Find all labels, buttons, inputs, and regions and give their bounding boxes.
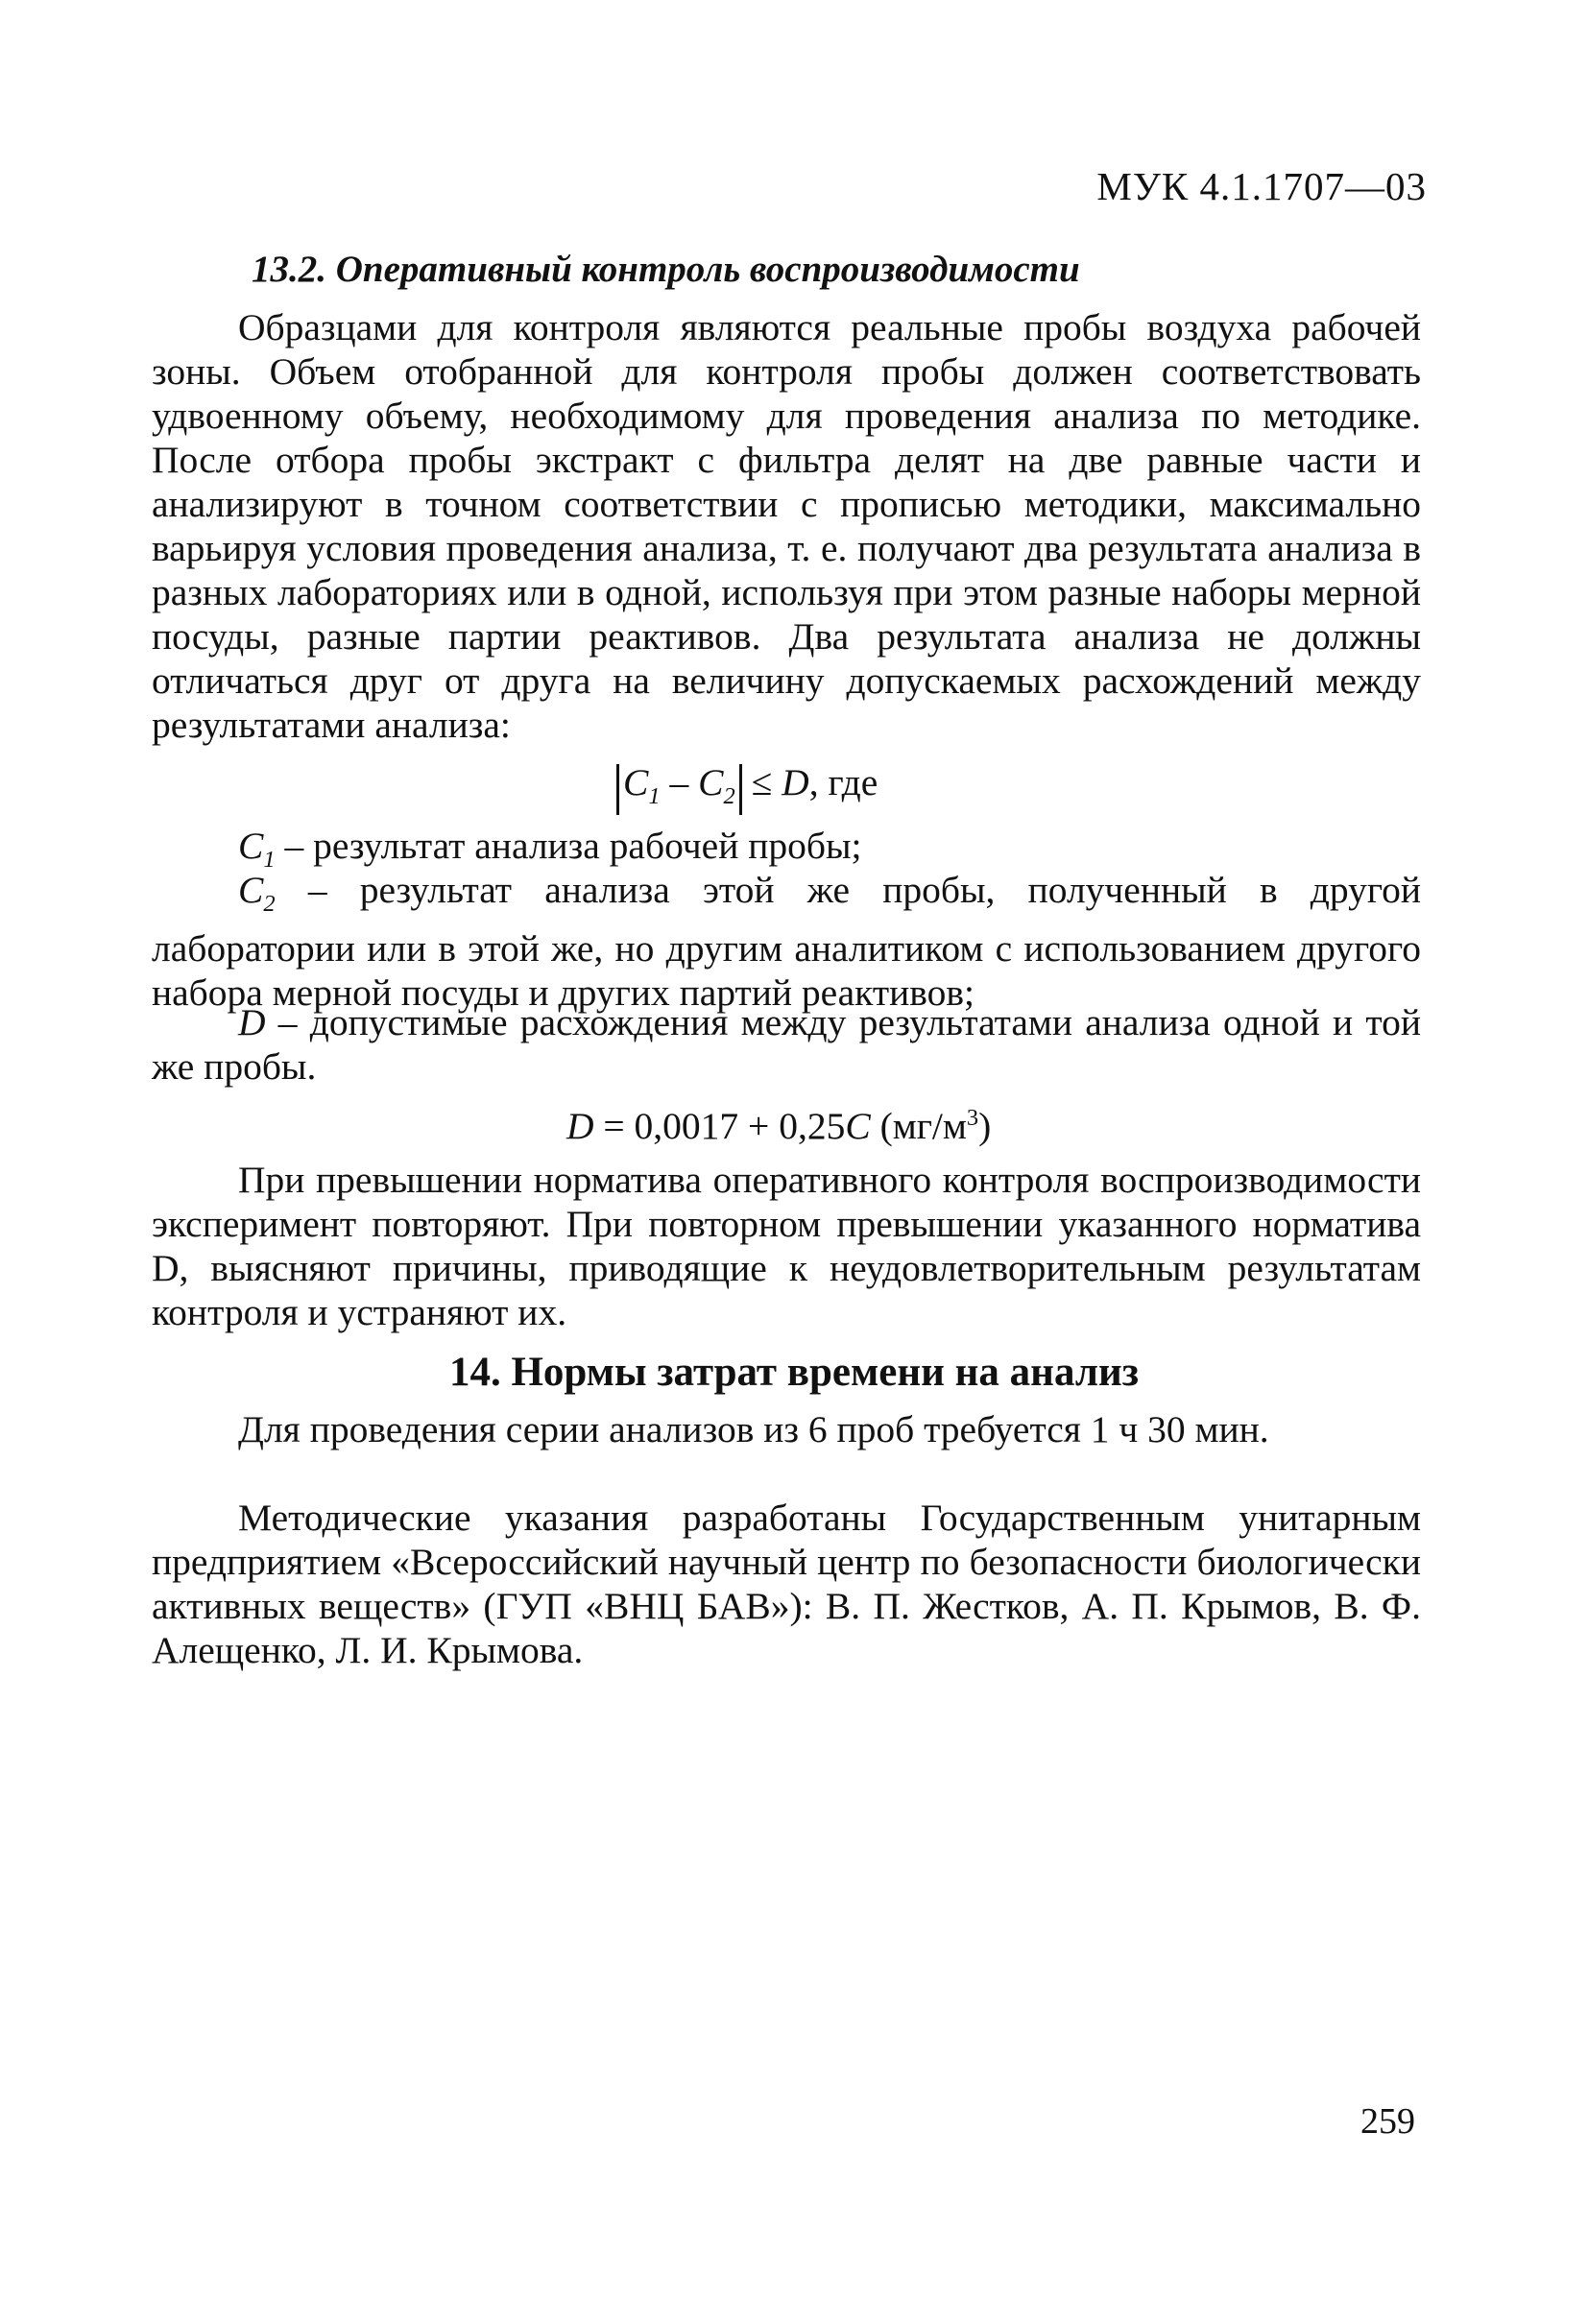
section-14-title: 14. Нормы затрат времени на анализ xyxy=(448,1350,1140,1395)
definition-d: D – допустимые расхождения между результатами анализа одной и той же пробы. xyxy=(152,1001,1421,1088)
document-code-header: МУК 4.1.1707—03 xyxy=(1096,164,1427,208)
formula-difference: $C_1 - C_2 \le D$, где xyxy=(616,760,878,815)
page-number: 259 xyxy=(1360,2101,1415,2142)
exceedance-paragraph: При превышении норматива оперативного контроля воспроизводимости эксперимент повторяют. При повторном превышении указанного норматива D, выясняют причины, приводящие к неудовлетворительным результатам контроля и устраняют их. xyxy=(152,1159,1421,1333)
authors-paragraph: Методические указания разработаны Государственным унитарным предприятием «Всероссийский научный центр по безопасности биологически активных веществ» (ГУП «ВНЦ БАВ»): В. П. Жестков, А. П. Крымов, В. Ф. Алещенко, Л. И. Крымова. xyxy=(152,1497,1421,1671)
absolute-difference: $C_1 - C_2$ xyxy=(616,764,742,815)
reproducibility-paragraph: Образцами для контроля являются реальные пробы воздуха рабочей зоны. Объем отобранной для контроля пробы должен соответствовать удвоенному объему, необходимому для проведения анализа по методике. После отбора пробы экстракт с фильтра делят на две равные части и анализируют в точном соответствии с прописью методики, максимально варьируя условия проведения анализа, т. е. получают два результата анализа в разных лабораториях или в одной, используя при этом разные наборы мерной посуды, разные партии реактивов. Два результата анализа не должны отличаться друг от друга на величину допускаемых расхождений между результатами анализа: xyxy=(152,306,1421,746)
definition-c1: $C_1$ – результат анализа рабочей пробы; xyxy=(238,825,862,873)
time-norm-text: Для проведения серии анализов из 6 проб требуется 1 ч 30 мин. xyxy=(238,1408,1269,1450)
section-13-2-title: 13.2. Оперативный контроль воспроизводимости xyxy=(252,249,1080,290)
formula-tolerance: D = 0,0017 + 0,25C $(мг/м^3)$ xyxy=(566,1104,992,1147)
definition-c2: $C_2$ – результат анализа этой же пробы, полученный в другой лаборатории или в этой же, но другим аналитиком с использованием другого набора мерной посуды и других партий реактивов; xyxy=(152,869,1421,1014)
